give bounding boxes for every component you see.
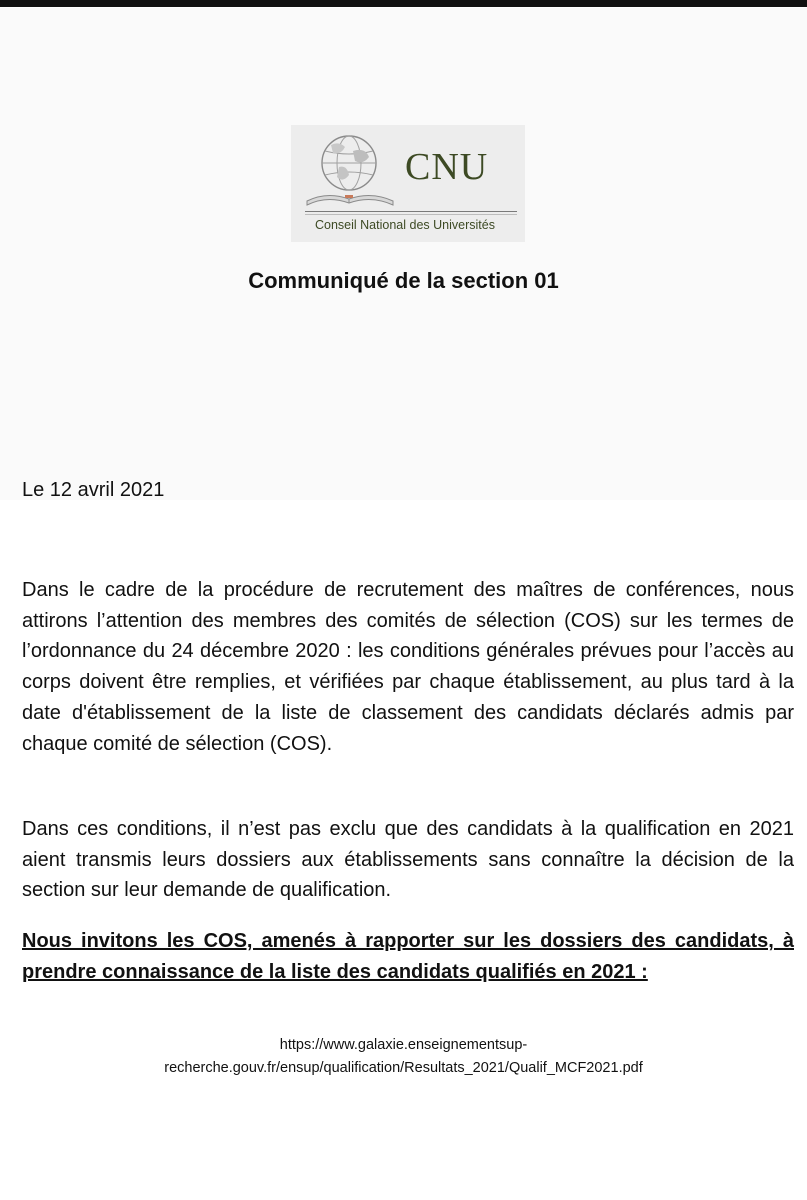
document-title: Communiqué de la section 01 — [248, 268, 559, 293]
paragraph-conditions: Dans ces conditions, il n’est pas exclu que des candidats à la qualification en 2021 aient transmis leurs dossiers aux établissements sans connaître la décision de la section sur leur demande de qualification. — [22, 818, 794, 902]
paragraph-invitation: Nous invitons les COS, amenés à rapporter sur les dossiers des candidats, à prendre connaissance de la liste des candidats qualifiés en 2021 : — [22, 930, 794, 983]
globe-book-icon — [305, 131, 401, 211]
top-edge-bar — [0, 0, 807, 7]
results-url-line-1[interactable]: https://www.galaxie.enseignementsup- — [279, 1037, 528, 1053]
results-url[interactable] — [0, 1034, 807, 1079]
results-url-line-2[interactable]: recherche.gouv.fr/ensup/qualification/Resultats_2021/Qualif_MCF2021.pdf — [164, 1059, 643, 1076]
cnu-logo — [291, 125, 525, 242]
logo-acronym: CNU — [405, 146, 489, 188]
logo-caption: Conseil National des Universités — [315, 218, 495, 232]
paragraph-context: Dans le cadre de la procédure de recrutement des maîtres de conférences, nous attirons l’attention des membres des comités de sélection (COS) sur les termes de l’ordonnance du 24 décembre 2020 : les conditions générales prévues pour l’accès au corps doivent être remplies, et vérifiées par chaque établissement, au plus tard à la date d'établissement de la liste de classement des candidats déclarés admis par chaque comité de sélection (COS). — [22, 579, 794, 755]
logo-divider-secondary — [305, 214, 517, 215]
document-date: Le 12 avril 2021 — [22, 479, 165, 501]
scan-background-band — [0, 8, 807, 500]
logo-divider — [305, 211, 517, 212]
